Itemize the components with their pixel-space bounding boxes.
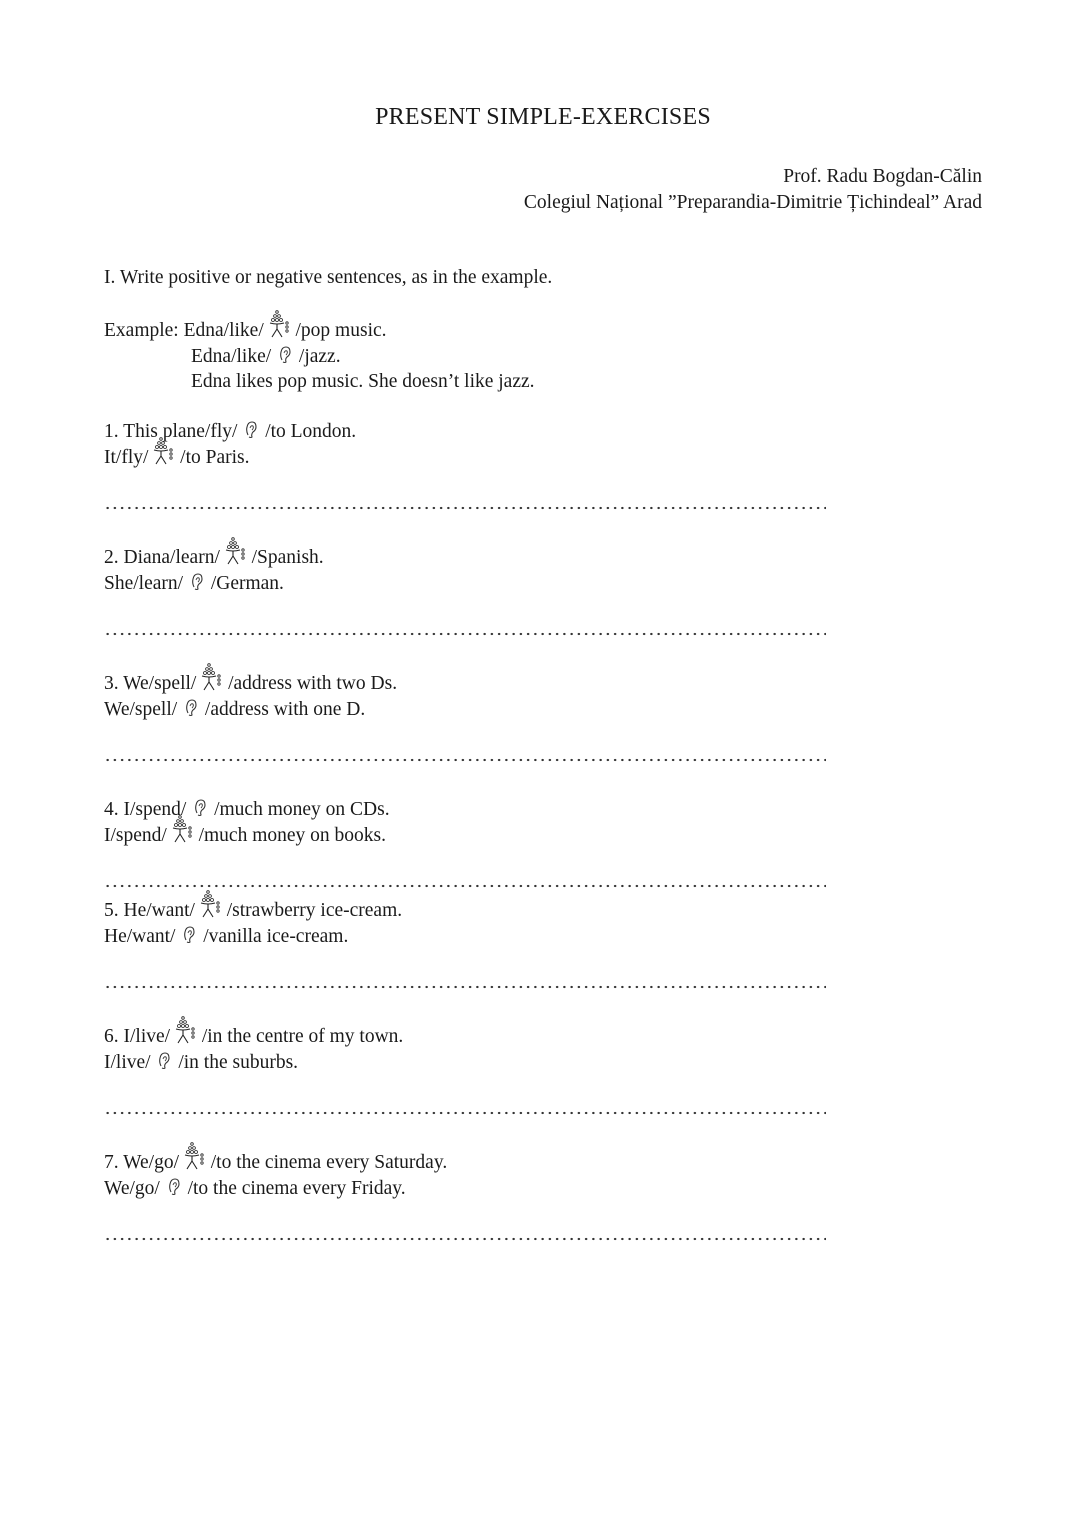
prompt-text-before: Edna/like/	[183, 320, 264, 341]
answer-dotted-line[interactable]	[104, 1111, 826, 1115]
positive-symbol-icon	[201, 663, 223, 691]
positive-symbol-icon	[269, 310, 291, 338]
positive-symbol-icon	[225, 537, 247, 565]
prompt-text-before: He/want/	[104, 925, 176, 947]
prompt-text-before: I/spend/	[104, 824, 167, 846]
prompt-text-after: /to London.	[265, 421, 357, 442]
exercise-prompt-line-2	[104, 1050, 403, 1076]
prompt-text-after: /address with one D.	[204, 698, 366, 720]
prompt-text-after: /Spanish.	[251, 547, 324, 568]
example-answer: Edna likes pop music. She doesn’t like jazz.	[191, 371, 535, 392]
exercise-item	[104, 898, 402, 949]
exercise-prompt-line-1	[104, 671, 397, 697]
positive-symbol-icon	[175, 1016, 197, 1044]
author-block	[524, 164, 982, 216]
prompt-text-after: /much money on CDs.	[214, 799, 390, 820]
answer-dotted-line[interactable]	[104, 884, 826, 888]
prompt-text-after: /in the suburbs.	[178, 1051, 299, 1073]
exercise-instruction: I. Write positive or negative sentences, as in the example.	[104, 267, 553, 288]
prompt-text-before: She/learn/	[104, 572, 184, 594]
exercise-number: 5.	[104, 900, 124, 921]
answer-dotted-line[interactable]	[104, 1237, 826, 1241]
example-prompt-1	[184, 320, 387, 341]
prompt-text-after: /to Paris.	[180, 446, 250, 468]
negative-symbol-icon	[194, 799, 206, 817]
exercise-item	[104, 419, 356, 470]
exercise-prompt-line-2	[104, 571, 324, 597]
exercise-number: 3.	[104, 673, 124, 694]
exercise-prompt-line-2	[104, 924, 402, 950]
exercise-item	[104, 671, 397, 722]
negative-symbol-icon	[191, 573, 203, 591]
positive-symbol-icon	[184, 1142, 206, 1170]
page-title: PRESENT SIMPLE-EXERCISES	[375, 104, 711, 130]
exercise-number: 7.	[104, 1152, 124, 1173]
answer-dotted-line[interactable]	[104, 758, 826, 762]
prompt-text-after: /to the cinema every Saturday.	[210, 1152, 448, 1173]
exercise-prompt-line-2	[104, 823, 390, 849]
exercise-prompt-line-1	[104, 419, 356, 445]
exercise-prompt-line-2	[104, 445, 356, 471]
answer-dotted-line[interactable]	[104, 985, 826, 989]
exercise-number: 6.	[104, 1026, 124, 1047]
prompt-text-after: /strawberry ice-cream.	[226, 900, 403, 921]
negative-symbol-icon	[168, 1178, 180, 1196]
prompt-text-before: We/spell/	[123, 673, 197, 694]
negative-symbol-icon	[158, 1052, 170, 1070]
school-name: Colegiul Național ”Preparandia-Dimitrie Țichindeal” Arad	[523, 192, 982, 213]
answer-dotted-line[interactable]	[104, 506, 826, 510]
exercise-item	[104, 797, 390, 848]
exercise-prompt-line-1	[104, 1024, 403, 1050]
prompt-text-before: I/live/	[123, 1026, 171, 1047]
positive-symbol-icon	[172, 815, 194, 843]
prompt-text-after: /German.	[210, 572, 284, 594]
example-label: Example:	[104, 320, 179, 341]
exercise-number: 4.	[104, 799, 124, 820]
prompt-text-before: It/fly/	[104, 446, 149, 468]
answer-dotted-line[interactable]	[104, 632, 826, 636]
prompt-text-before: Diana/learn/	[123, 547, 220, 568]
example-line-2	[104, 344, 535, 370]
positive-symbol-icon	[153, 437, 175, 465]
prompt-text-before: He/want/	[123, 900, 195, 921]
negative-symbol-icon	[185, 699, 197, 717]
exercise-prompt-line-2	[104, 1176, 447, 1202]
prompt-text-after: /much money on books.	[198, 824, 386, 846]
prompt-text-before: We/go/	[104, 1177, 160, 1199]
prompt-text-after: /address with two Ds.	[228, 673, 398, 694]
negative-symbol-icon	[183, 926, 195, 944]
prompt-text-after: /pop music.	[295, 320, 387, 341]
prompt-text-after: /in the centre of my town.	[201, 1026, 404, 1047]
prompt-text-before: I/live/	[104, 1051, 151, 1073]
prompt-text-after: /jazz.	[298, 345, 341, 367]
positive-symbol-icon	[200, 890, 222, 918]
exercise-number: 2.	[104, 547, 124, 568]
exercise-prompt-line-1	[104, 545, 324, 571]
example-prompt-2	[191, 346, 341, 367]
prompt-text-before: Edna/like/	[191, 345, 272, 367]
exercise-prompt-line-1	[104, 1150, 447, 1176]
prompt-text-after: /vanilla ice-cream.	[203, 925, 349, 947]
exercise-item	[104, 545, 324, 596]
exercise-item	[104, 1024, 403, 1075]
example-block	[104, 318, 535, 395]
exercise-number: 1.	[104, 421, 124, 442]
prompt-text-before: We/go/	[123, 1152, 179, 1173]
exercise-prompt-line-1	[104, 797, 390, 823]
prompt-text-before: We/spell/	[104, 698, 178, 720]
author-name: Prof. Radu Bogdan-Călin	[783, 166, 982, 187]
prompt-text-before: This plane/fly/	[123, 421, 238, 442]
prompt-text-before: I/spend/	[123, 799, 187, 820]
exercise-prompt-line-2	[104, 697, 397, 723]
negative-symbol-icon	[245, 421, 257, 439]
prompt-text-after: /to the cinema every Friday.	[187, 1177, 406, 1199]
example-line-1	[104, 318, 535, 344]
exercise-item	[104, 1150, 447, 1201]
negative-symbol-icon	[279, 346, 291, 364]
exercise-prompt-line-1	[104, 898, 402, 924]
